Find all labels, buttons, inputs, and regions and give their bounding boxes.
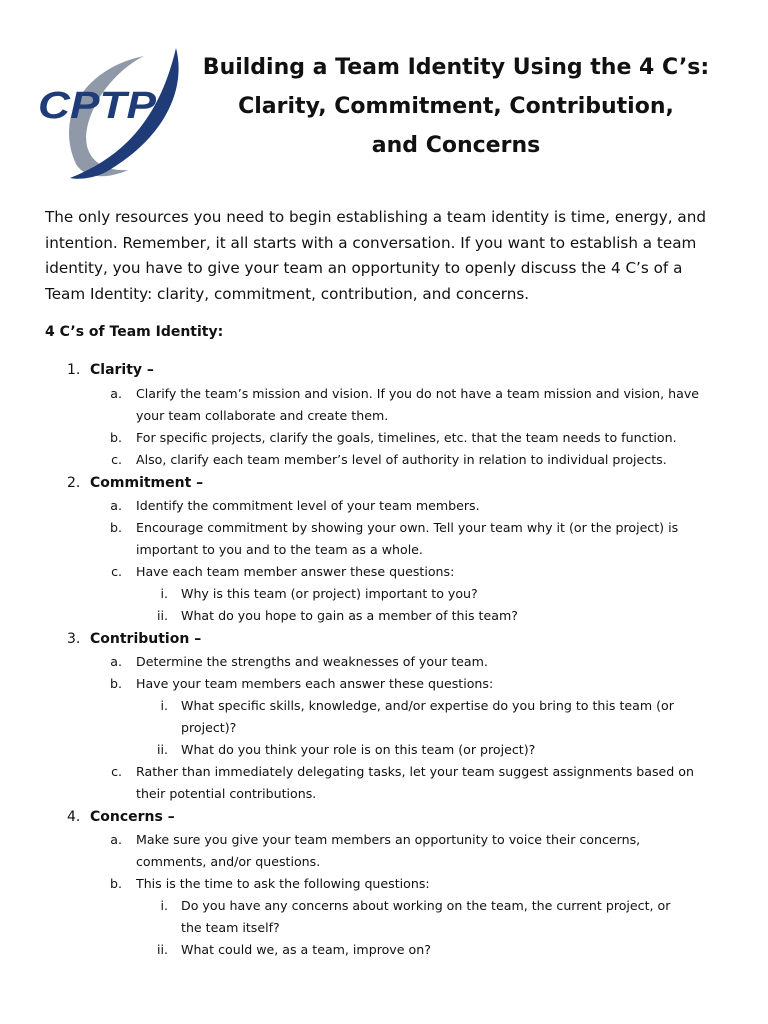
sub-item-line: comments, and/or questions. <box>136 854 321 869</box>
sub-marker: b. <box>110 676 122 691</box>
sub-marker: c. <box>111 452 122 467</box>
intro-paragraph <box>45 205 707 308</box>
sub-item-line: Have each team member answer these questions: <box>136 564 455 579</box>
sub-item-line: important to you and to the team as a whole. <box>136 542 423 557</box>
sub-sub-marker: i. <box>160 698 168 713</box>
sub-item-line: their potential contributions. <box>136 786 317 801</box>
sub-sub-item-line: the team itself? <box>181 920 280 935</box>
sub-item-line: your team collaborate and create them. <box>136 408 389 423</box>
item-number: 2. <box>67 475 81 491</box>
item-heading-contribution: Contribution – <box>90 631 202 647</box>
sub-marker: a. <box>110 832 122 847</box>
cptp-logo <box>36 46 182 182</box>
title-line-2: Clarity, Commitment, Contribution, <box>238 94 674 119</box>
cptp-logo-graphic <box>36 46 182 182</box>
intro-line: identity, you have to give your team an opportunity to openly discuss the 4 C’s of a <box>45 259 683 278</box>
intro-line: intention. Remember, it all starts with a conversation. If you want to establish a team <box>45 233 697 252</box>
title-line-1: Building a Team Identity Using the 4 C’s: <box>202 55 710 80</box>
intro-line: Team Identity: clarity, commitment, contribution, and concerns. <box>45 285 530 304</box>
sub-sub-item-line: What specific skills, knowledge, and/or expertise do you bring to this team (or <box>181 698 674 713</box>
sub-marker: a. <box>110 498 122 513</box>
sub-marker: c. <box>111 764 122 779</box>
sub-item-line: Make sure you give your team members an opportunity to voice their concerns, <box>136 832 641 847</box>
sub-item-line: Clarify the team’s mission and vision. If you do not have a team mission and vision, have <box>136 386 700 401</box>
sub-marker: a. <box>110 654 122 669</box>
title-line-3: and Concerns <box>371 133 541 158</box>
sub-sub-marker: ii. <box>156 742 168 757</box>
sub-sub-item-line: What could we, as a team, improve on? <box>181 942 431 957</box>
sub-marker: b. <box>110 430 122 445</box>
sub-sub-marker: ii. <box>156 608 168 623</box>
sub-item-line: Determine the strengths and weaknesses of your team. <box>136 654 488 669</box>
item-number: 3. <box>67 631 81 647</box>
sub-item-line: Identify the commitment level of your team members. <box>136 498 480 513</box>
item-heading-commitment: Commitment – <box>90 475 204 491</box>
sub-sub-item-line: What do you hope to gain as a member of this team? <box>181 608 518 623</box>
sub-marker: c. <box>111 564 122 579</box>
item-heading-concerns: Concerns – <box>90 809 175 825</box>
sub-item-line: Rather than immediately delegating tasks, let your team suggest assignments based on <box>136 764 694 779</box>
sub-item-line: Also, clarify each team member’s level of authority in relation to individual projects. <box>136 452 667 467</box>
sub-sub-marker: i. <box>160 898 168 913</box>
sub-sub-marker: ii. <box>156 942 168 957</box>
sub-sub-item-line: Why is this team (or project) important to you? <box>181 586 478 601</box>
item-number: 1. <box>67 362 81 378</box>
sub-sub-item-line: Do you have any concerns about working on the team, the current project, or <box>181 898 671 913</box>
sub-item-line: Have your team members each answer these questions: <box>136 676 494 691</box>
document-title <box>200 48 712 165</box>
sub-marker: b. <box>110 520 122 535</box>
sub-sub-marker: i. <box>160 586 168 601</box>
sub-item-line: For specific projects, clarify the goals, timelines, etc. that the team needs to function. <box>136 430 677 445</box>
sub-marker: a. <box>110 386 122 401</box>
sub-sub-item-line: project)? <box>181 720 237 735</box>
section-heading: 4 C’s of Team Identity: <box>45 324 224 340</box>
item-number: 4. <box>67 809 81 825</box>
sub-sub-item-line: What do you think your role is on this team (or project)? <box>181 742 536 757</box>
item-heading-clarity: Clarity – <box>90 362 154 378</box>
intro-line: The only resources you need to begin establishing a team identity is time, energy, and <box>45 208 707 226</box>
sub-item-line: Encourage commitment by showing your own. Tell your team why it (or the project) is <box>136 520 679 535</box>
sub-item-line: This is the time to ask the following questions: <box>136 876 430 891</box>
sub-marker: b. <box>110 876 122 891</box>
logo-text: CPTP <box>38 85 157 127</box>
